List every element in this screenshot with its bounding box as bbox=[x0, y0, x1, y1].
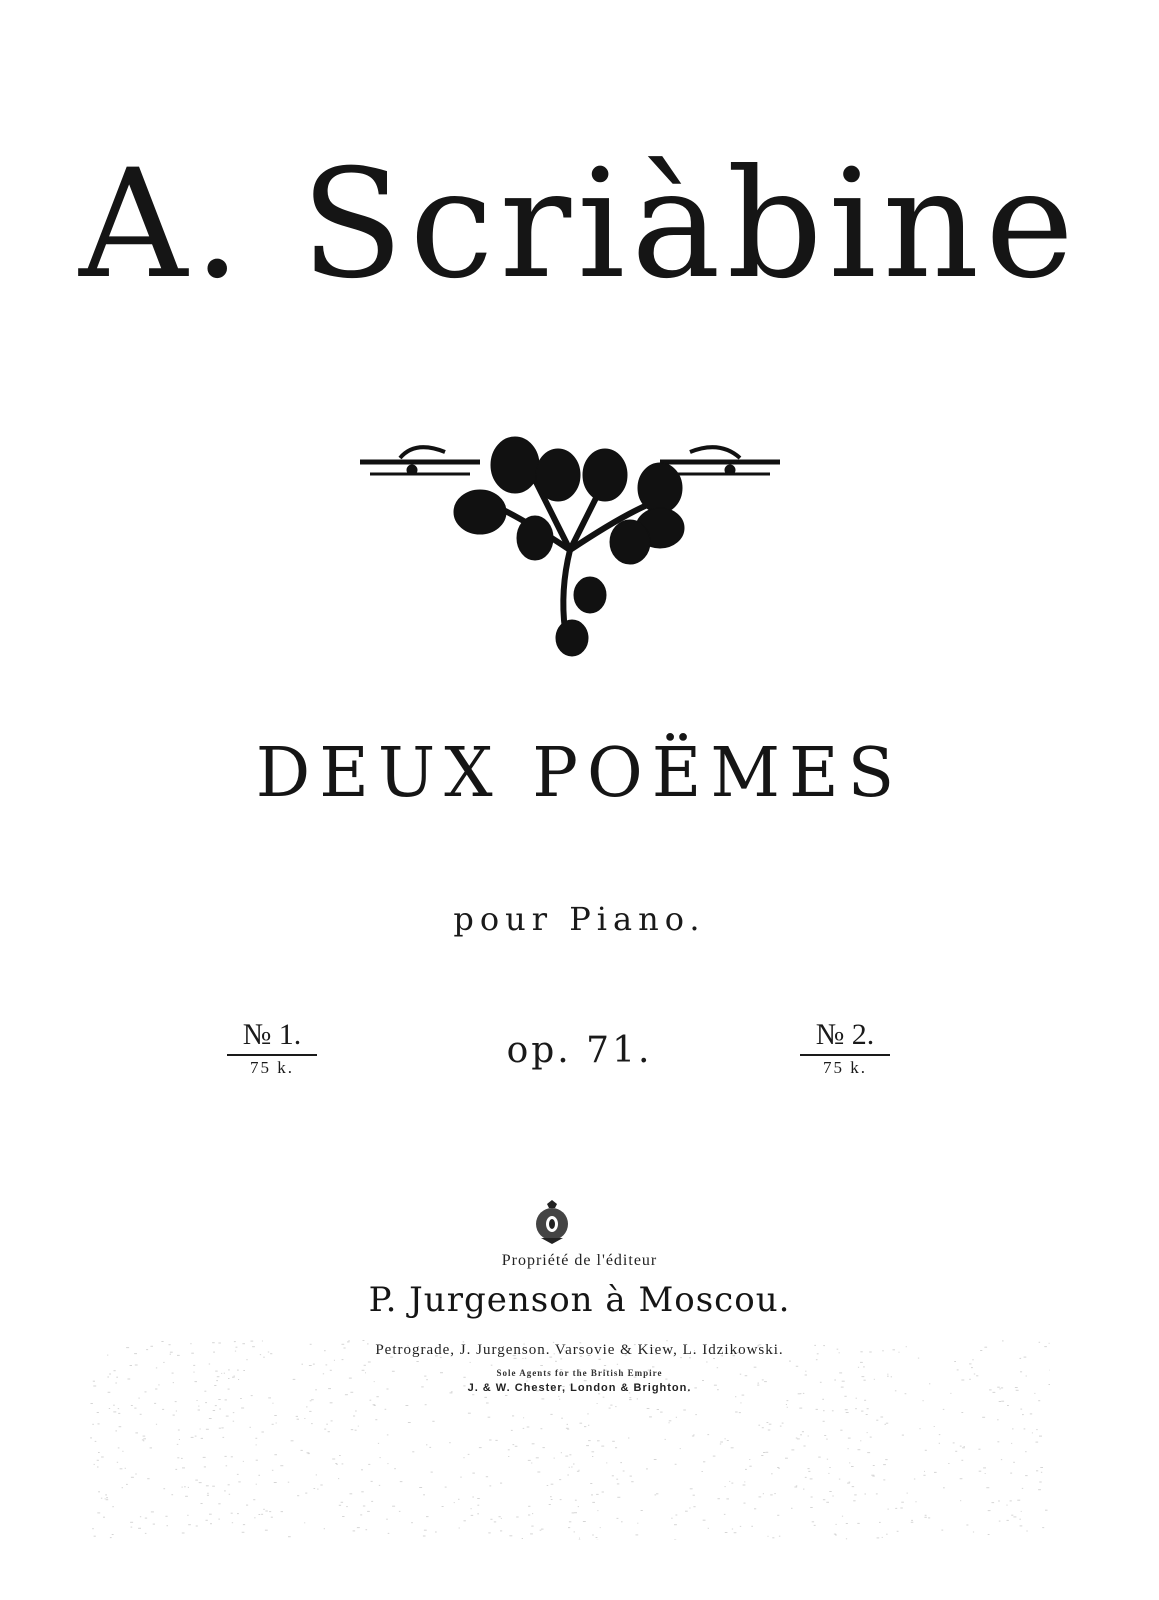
composer-name: A. Scriàbine bbox=[79, 138, 1080, 312]
publisher-name: P. Jurgenson à Moscou. bbox=[368, 1280, 791, 1320]
number-1-label: № 1. bbox=[227, 1018, 317, 1056]
leaf-vine-ornament-icon bbox=[360, 430, 780, 670]
british-agents: J. & W. Chester, London & Brighton. bbox=[467, 1382, 692, 1394]
number-2-label: № 2. bbox=[800, 1018, 890, 1056]
agents-note: Sole Agents for the British Empire bbox=[496, 1368, 663, 1378]
work-title: DEUX POËMES bbox=[255, 734, 904, 813]
imperial-eagle-icon bbox=[533, 1200, 571, 1244]
publisher-branches: Petrograde, J. Jurgenson. Varsovie & Kiew, L. Idzikowski. bbox=[375, 1342, 784, 1358]
opus-number: op. 71. bbox=[506, 1030, 653, 1071]
number-2-price: 75 k. bbox=[823, 1058, 867, 1077]
number-1-price: 75 k. bbox=[250, 1058, 294, 1077]
instrumentation: pour Piano. bbox=[453, 900, 706, 938]
property-note: Propriété de l'éditeur bbox=[501, 1252, 658, 1269]
number-2-box bbox=[800, 1018, 890, 1078]
